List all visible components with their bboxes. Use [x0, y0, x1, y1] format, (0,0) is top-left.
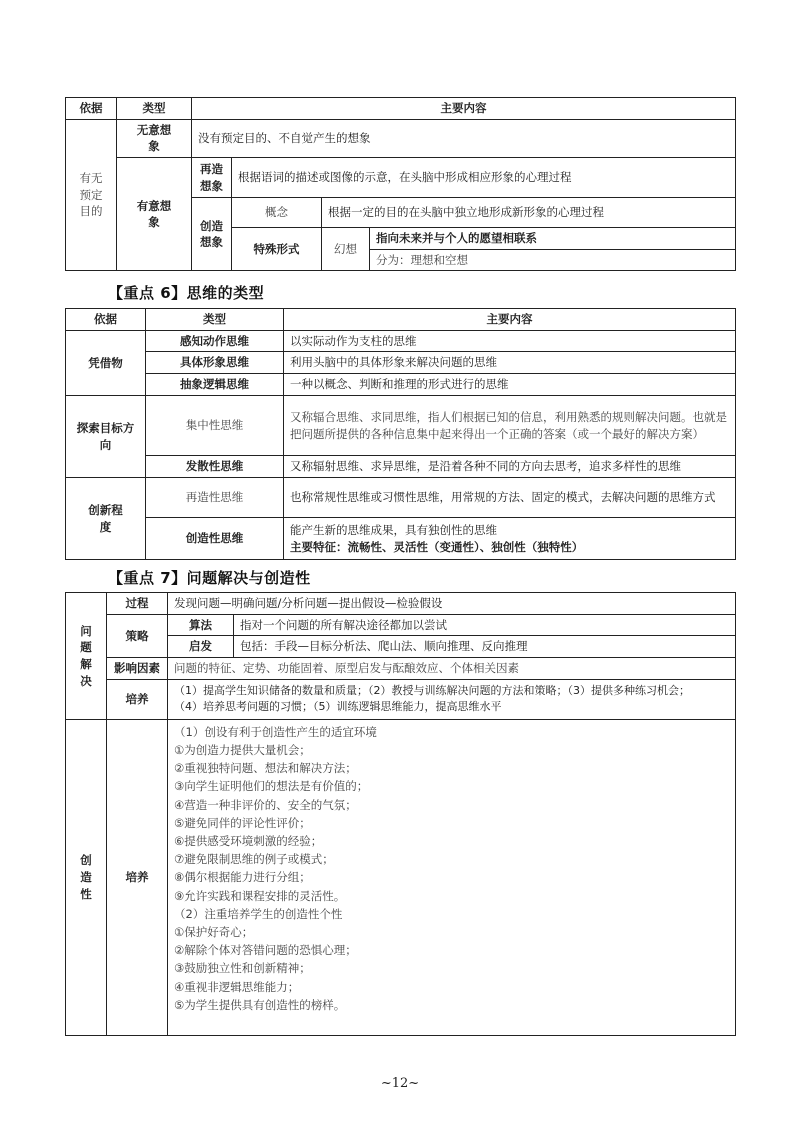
- list-item: ⑦避免限制思维的例子或模式；: [174, 852, 334, 867]
- list-item: （1）创设有利于创造性产生的适宜环境: [174, 724, 377, 739]
- content-logic-thinking: 一种以概念、判断和推理的形式进行的思维: [284, 374, 736, 396]
- type-logic-thinking: 抽象逻辑思维: [146, 374, 284, 396]
- basis-direction: 探索目标方向: [66, 396, 146, 478]
- header-basis: 依据: [66, 309, 146, 331]
- problem-solving-table: [65, 592, 736, 1036]
- list-item: ④营造一种非评价的、安全的气氛；: [174, 797, 357, 812]
- creativity-cultivation-content: [168, 719, 736, 1035]
- basis-innovation: 创新程度: [66, 478, 146, 560]
- cultivation-label: 培养: [107, 679, 168, 719]
- category-creativity: 创造性: [66, 719, 107, 1035]
- list-item: ③鼓励独立性和创新精神；: [174, 961, 311, 976]
- zaizao-content: 根据语词的描述或图像的示意，在头脑中形成相应形象的心理过程: [232, 158, 736, 198]
- thinking-types-table: [65, 308, 736, 560]
- strategy-label: 策略: [107, 614, 168, 657]
- fantasy-content-1: 指向未来并与个人的愿望相联系: [370, 228, 736, 250]
- fantasy-content-2: 分为：理想和空想: [370, 249, 736, 271]
- section-heading-6: 【重点 6】思维的类型: [108, 284, 265, 302]
- type-convergent: 集中性思维: [146, 396, 284, 456]
- algorithm-label: 算法: [168, 614, 234, 636]
- list-item: ①保护好奇心；: [174, 924, 254, 939]
- header-basis: 依据: [66, 98, 117, 120]
- header-content: 主要内容: [192, 98, 736, 120]
- algorithm-content: 指对一个问题的所有解决途径都加以尝试: [234, 614, 736, 636]
- cultivation-line-1: （1）提高学生知识储备的数量和质量；（2）教授与训练解决问题的方法和策略；（3）提供多种练习机会；: [174, 684, 690, 698]
- section-heading-7: 【重点 7】问题解决与创造性: [108, 569, 311, 587]
- content-reproductive: 也称常规性思维或习惯性思维，用常规的方法、固定的模式，去解决问题的思维方式: [284, 478, 736, 518]
- category-problem-solving: 问题解决: [66, 593, 107, 720]
- concept-content: 根据一定的目的在头脑中独立地形成新形象的心理过程: [322, 198, 736, 228]
- factors-label: 影响因素: [107, 658, 168, 680]
- list-item: ⑤避免同伴的评论性评价；: [174, 815, 311, 830]
- basis-medium: 凭借物: [66, 330, 146, 395]
- content-image-thinking: 利用头脑中的具体形象来解决问题的思维: [284, 352, 736, 374]
- list-item: ⑧偶尔根据能力进行分组；: [174, 870, 311, 885]
- list-item: ⑥提供感受环境刺激的经验；: [174, 833, 323, 848]
- factors-content: 问题的特征、定势、功能固着、原型启发与酝酿效应、个体相关因素: [168, 658, 736, 680]
- creativity-cultivation-label: 培养: [107, 719, 168, 1035]
- concept-label: 概念: [232, 198, 322, 228]
- type-action-thinking: 感知动作思维: [146, 330, 284, 352]
- subtype-zaizao: 再造想象: [192, 158, 232, 198]
- heuristic-content: 包括：手段—目标分析法、爬山法、顺向推理、反向推理: [234, 636, 736, 658]
- content-convergent: 又称辐合思维、求同思维，指人们根据已知的信息，利用熟悉的规则解决问题。也就是把问题所提供的各种信息集中起来得出一个正确的答案（或一个最好的解决方案）: [284, 396, 736, 456]
- list-item: ④重视非逻辑思维能力；: [174, 979, 300, 994]
- process-label: 过程: [107, 593, 168, 615]
- fantasy-label: 幻想: [322, 228, 370, 271]
- creative-line-1: 能产生新的思维成果，具有独创性的思维: [290, 522, 497, 537]
- list-item: ⑨允许实践和课程安排的灵活性。: [174, 888, 346, 903]
- imagination-table: [65, 97, 736, 271]
- type-creative: 创造性思维: [146, 518, 284, 560]
- wuyi-content: 没有预定目的、不自觉产生的想象: [192, 119, 736, 157]
- list-item: （2）注重培养学生的创造性个性: [174, 906, 343, 921]
- special-form-label: 特殊形式: [232, 228, 322, 271]
- header-content: 主要内容: [284, 309, 736, 331]
- process-content: 发现问题—明确问题/分析问题—提出假设—检验假设: [168, 593, 736, 615]
- header-type: 类型: [146, 309, 284, 331]
- list-item: ⑤为学生提供具有创造性的榜样。: [174, 997, 346, 1012]
- content-creative: [284, 518, 736, 560]
- cultivation-content: [168, 679, 736, 719]
- heuristic-label: 启发: [168, 636, 234, 658]
- type-reproductive: 再造性思维: [146, 478, 284, 518]
- cultivation-line-2: （4）培养思考问题的习惯；（5）训练逻辑思维能力，提高思维水平: [174, 700, 502, 714]
- page-number: ~12~: [380, 1076, 420, 1091]
- type-divergent: 发散性思维: [146, 456, 284, 478]
- type-wuyi: 无意想象: [117, 119, 192, 157]
- type-youyi: 有意想象: [117, 158, 192, 271]
- list-item: ②重视独特问题、想法和解决方法；: [174, 761, 357, 776]
- type-image-thinking: 具体形象思维: [146, 352, 284, 374]
- content-divergent: 又称辐射思维、求异思维，是沿着各种不同的方向去思考，追求多样性的思维: [284, 456, 736, 478]
- list-item: ②解除个体对答错问题的恐惧心理；: [174, 943, 357, 958]
- creative-line-2: 主要特征：流畅性、灵活性（变通性）、独创性（独特性）: [290, 539, 584, 554]
- list-item: ③向学生证明他们的想法是有价值的；: [174, 779, 369, 794]
- subtype-chuangzao: 创造想象: [192, 198, 232, 271]
- header-type: 类型: [117, 98, 192, 120]
- list-item: ①为创造力提供大量机会；: [174, 742, 311, 757]
- basis-purpose: 有无预定目的: [66, 119, 117, 271]
- content-action-thinking: 以实际动作为支柱的思维: [284, 330, 736, 352]
